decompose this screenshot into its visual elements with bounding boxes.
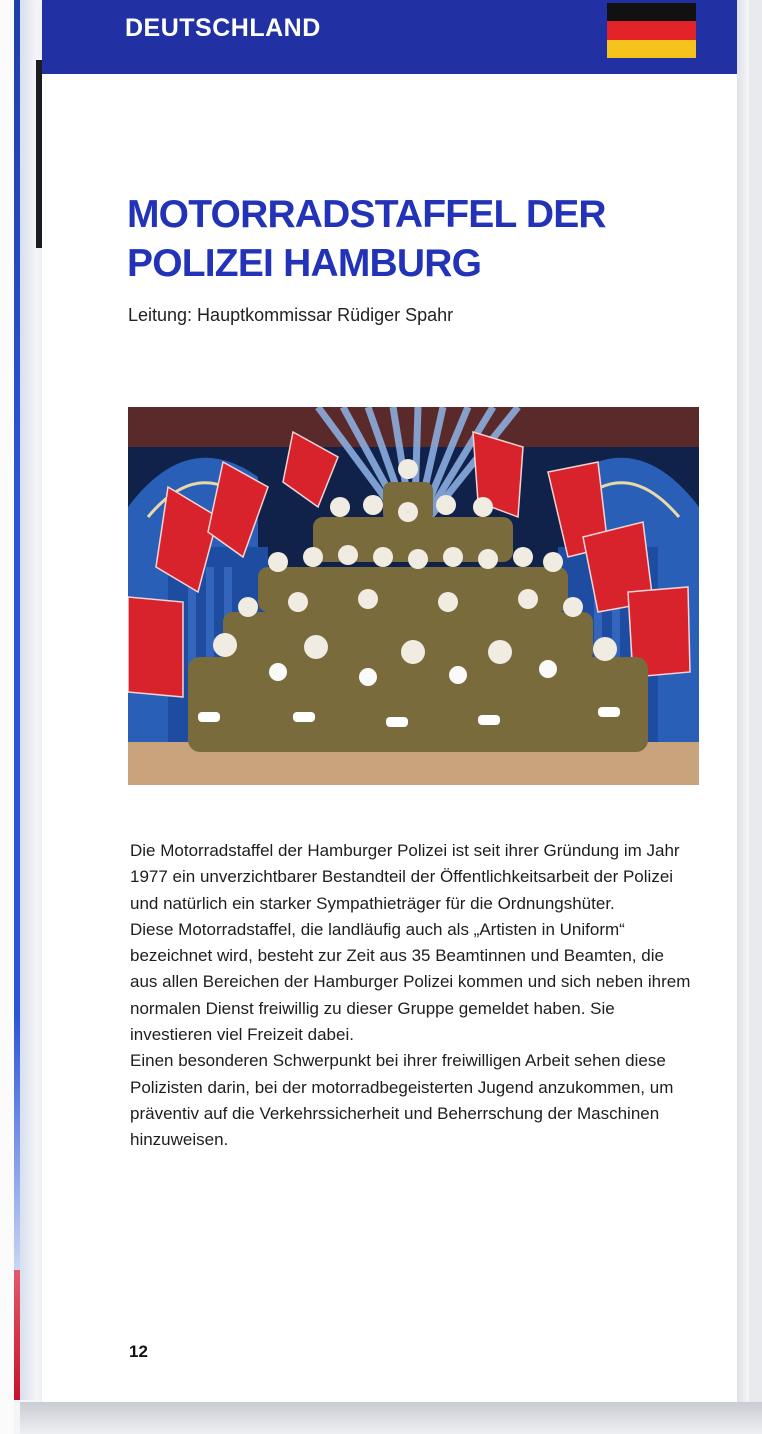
- bottom-shadow: [20, 1402, 762, 1434]
- brochure-page: [42, 0, 737, 1402]
- title-line-2: POLIZEI HAMBURG: [127, 242, 482, 285]
- spine-edge: [0, 0, 14, 1434]
- spine-red-stripe: [14, 1270, 20, 1400]
- flag-stripe-black: [607, 3, 696, 21]
- group-photo: [128, 407, 699, 785]
- spine-shade: [20, 0, 36, 1400]
- country-label: DEUTSCHLAND: [125, 14, 321, 42]
- group-photo-icon: [128, 407, 699, 785]
- title-line-1: MOTORRADSTAFFEL DER: [127, 193, 606, 236]
- paragraph-1: Die Motorradstaffel der Hamburger Polizei ist seit ihrer Gründung im Jahr 1977 ein unverzichtbarer Bestandteil der Öffentlichkeitsarbeit der Polizei und natürlich ein starker Sympathieträger für die Ordnungshüter.: [130, 841, 680, 913]
- leadership-line: Leitung: Hauptkommissar Rüdiger Spahr: [128, 305, 454, 325]
- paragraph-3: Einen besonderen Schwerpunkt bei ihrer freiwilligen Arbeit sehen diese Polizisten darin, bei der motorradbegeisterten Jugend anzukommen, um präventiv auf die Verkehrssicherheit und Beherrschung der Maschinen hinzuweisen.: [130, 1051, 674, 1150]
- spine-blue-stripe: [14, 0, 20, 1270]
- page-number: 12: [129, 1342, 148, 1361]
- flag-stripe-gold: [607, 40, 696, 58]
- flag-stripe-red: [607, 21, 696, 39]
- paragraph-2: Diese Motorradstaffel, die landläufig auch als „Artisten in Uniform“ bezeichnet wird, besteht zur Zeit aus 35 Beamtinnen und Beamten, die aus allen Bereichen der Hamburger Polizei kommen und sich neben ihrem normalen Dienst freiwillig zu dieser Gruppe gemeldet haben. Sie investieren viel Freizeit dabei.: [130, 919, 691, 1045]
- article-body: [130, 838, 695, 1154]
- page-edge: [737, 0, 749, 1402]
- german-flag-icon: [607, 3, 696, 58]
- header-band: [42, 0, 737, 74]
- page-title: [127, 190, 687, 288]
